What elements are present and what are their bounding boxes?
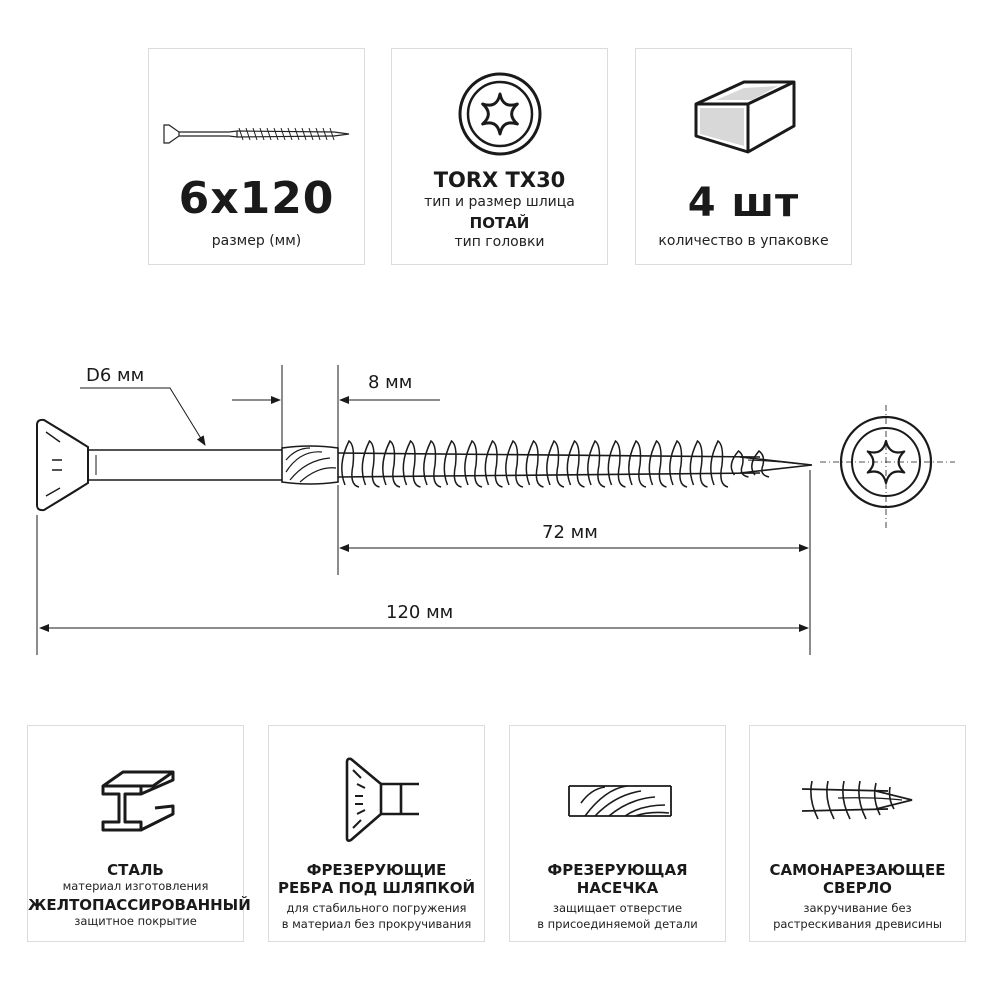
mini-thread-turn bbox=[239, 128, 243, 140]
mini-thread-turn bbox=[267, 128, 271, 140]
feature-title: ФРЕЗЕРУЮЩАЯ bbox=[547, 861, 688, 879]
mini-thread-turn bbox=[288, 128, 292, 140]
thread-turn bbox=[649, 441, 666, 487]
mini-thread-turn bbox=[260, 128, 264, 140]
mini-thread-turn bbox=[274, 128, 278, 140]
feature-title: РЕБРА ПОД ШЛЯПКОЙ bbox=[277, 879, 476, 897]
size-caption: размер (мм) bbox=[211, 233, 302, 249]
feature-caption: защитное покрытие bbox=[74, 914, 197, 928]
quantity-card bbox=[635, 48, 852, 265]
mini-thread-turn bbox=[253, 128, 257, 140]
drive-value: TORX TX30 bbox=[433, 168, 566, 192]
thread-turn bbox=[383, 441, 400, 487]
feature-card-ribs bbox=[268, 725, 485, 942]
thread-turn bbox=[342, 441, 359, 487]
feature-title: ЖЕЛТОПАССИРОВАННЫЙ bbox=[28, 896, 251, 914]
thread-turn bbox=[526, 441, 543, 487]
head-ribs-icon bbox=[339, 754, 429, 849]
mini-thread-turn bbox=[323, 128, 327, 140]
feature-card-drill bbox=[749, 725, 966, 942]
thread-turn bbox=[424, 441, 441, 487]
mini-thread-turn bbox=[295, 128, 299, 140]
thread-turn bbox=[547, 441, 564, 487]
quantity-caption: количество в упаковке bbox=[658, 233, 829, 249]
drive-caption: тип и размер шлица bbox=[424, 194, 575, 210]
feature-title: САМОНАРЕЗАЮЩЕЕ bbox=[769, 861, 946, 879]
mini-thread-turn bbox=[330, 128, 334, 140]
size-value: 6x120 bbox=[178, 173, 335, 224]
mini-thread-turn bbox=[281, 128, 285, 140]
thread-turn bbox=[465, 441, 482, 487]
feature-title: СВЕРЛО bbox=[823, 879, 892, 897]
drive-card bbox=[391, 48, 608, 265]
head-caption: тип головки bbox=[454, 234, 545, 250]
thread-turn bbox=[403, 441, 420, 487]
thread-length-label: 72 мм bbox=[542, 522, 598, 543]
tip-label: 8 мм bbox=[368, 372, 413, 393]
thread-turn bbox=[485, 441, 502, 487]
feature-caption: закручивание без bbox=[803, 901, 912, 915]
screw-drawing bbox=[0, 320, 1000, 700]
feature-caption: в материал без прокручивания bbox=[281, 917, 472, 931]
screw-icon bbox=[149, 109, 366, 169]
feature-title: НАСЕЧКА bbox=[576, 879, 659, 897]
feature-caption: защищает отверстие bbox=[552, 901, 683, 915]
thread-turn bbox=[588, 441, 605, 487]
knurl-icon bbox=[565, 771, 675, 831]
mini-thread-turn bbox=[302, 128, 306, 140]
thread-turn bbox=[444, 441, 461, 487]
feature-caption: материал изготовления bbox=[62, 879, 209, 893]
thread-turn bbox=[690, 441, 707, 487]
feature-caption: растрескивания древисины bbox=[773, 917, 942, 931]
thread-turn bbox=[506, 441, 523, 487]
total-length-label: 120 мм bbox=[386, 602, 454, 623]
torx-icon bbox=[455, 69, 545, 159]
mini-thread-turn bbox=[246, 128, 250, 140]
thread-turn bbox=[567, 441, 584, 487]
diameter-label: D6 мм bbox=[86, 365, 145, 386]
feature-title: ФРЕЗЕРУЮЩИЕ bbox=[306, 861, 447, 879]
mini-thread-turn bbox=[309, 128, 313, 140]
thread-turn bbox=[608, 441, 625, 487]
thread-turn bbox=[629, 441, 646, 487]
thread-turn bbox=[752, 451, 769, 477]
head-value: ПОТАЙ bbox=[469, 214, 530, 232]
size-card bbox=[148, 48, 365, 265]
feature-card-knurl bbox=[509, 725, 726, 942]
steel-beam-icon bbox=[93, 764, 183, 844]
feature-card-steel bbox=[27, 725, 251, 942]
thread-turn bbox=[362, 441, 379, 487]
feature-caption: в присоединяемой детали bbox=[537, 917, 698, 931]
thread-turn bbox=[711, 441, 728, 487]
feature-title: СТАЛЬ bbox=[107, 861, 164, 879]
box-icon bbox=[686, 64, 806, 159]
thread-turn bbox=[670, 441, 687, 487]
feature-caption: для стабильного погружения bbox=[286, 901, 467, 915]
quantity-value: 4 шт bbox=[687, 180, 800, 226]
drill-tip-icon bbox=[798, 771, 918, 831]
mini-thread-turn bbox=[316, 128, 320, 140]
